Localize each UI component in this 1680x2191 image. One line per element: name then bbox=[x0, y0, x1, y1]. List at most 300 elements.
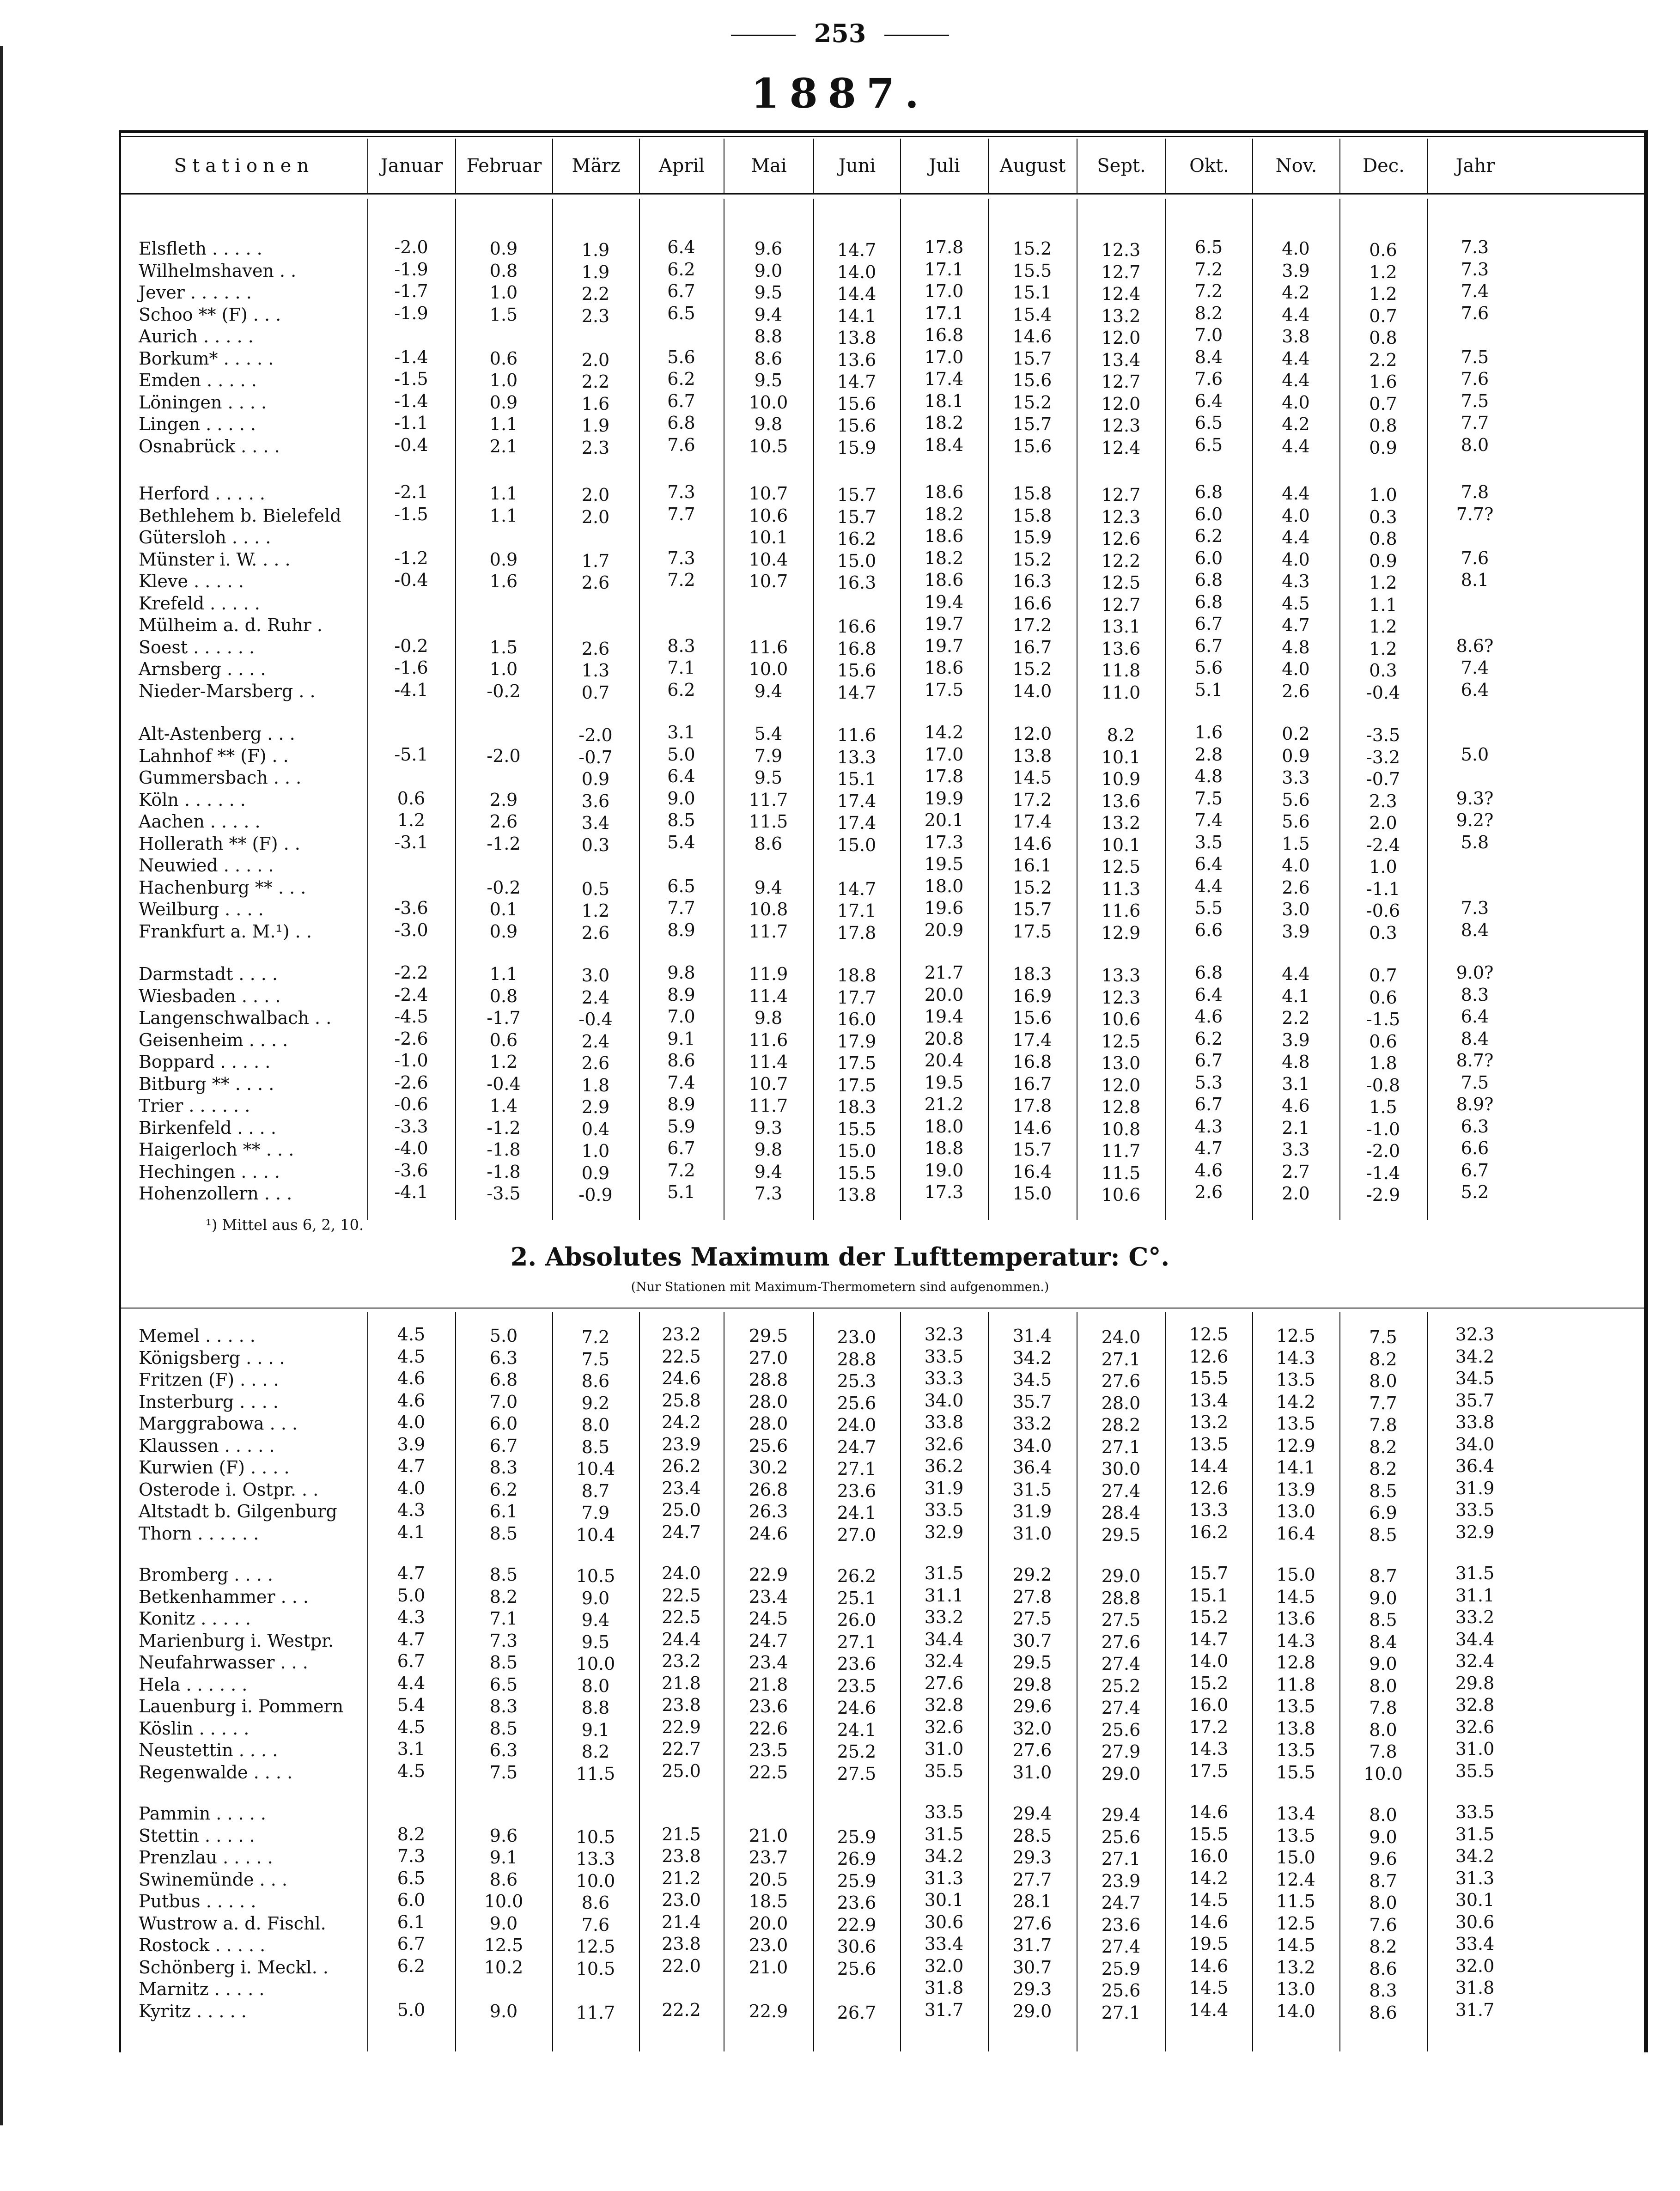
table-cell: 10.0 bbox=[576, 1870, 615, 1891]
station-name: Boppard . . . . . bbox=[139, 1052, 271, 1072]
table-cell: 9.3? bbox=[1456, 788, 1494, 809]
station-name: Hela . . . . . . bbox=[139, 1674, 248, 1695]
table-cell: 7.2 bbox=[581, 1327, 610, 1347]
table-cell: -2.2 bbox=[394, 962, 428, 983]
table-cell: 6.7 bbox=[1461, 1160, 1489, 1181]
table-cell: 8.6 bbox=[489, 1869, 518, 1890]
table-cell: 15.9 bbox=[837, 437, 877, 458]
table-cell: 22.9 bbox=[749, 2001, 788, 2021]
table-cell: 4.6 bbox=[1194, 1160, 1223, 1181]
table-cell: 22.7 bbox=[662, 1739, 701, 1759]
table-cell: 26.2 bbox=[837, 1566, 877, 1586]
table-cell: 15.1 bbox=[1189, 1585, 1229, 1606]
table-cell: -3.6 bbox=[394, 1160, 428, 1181]
table-cell: 15.1 bbox=[1012, 282, 1052, 303]
table-cell: 29.6 bbox=[1012, 1696, 1052, 1716]
table-cell: 19.4 bbox=[924, 1006, 964, 1027]
table-cell: 12.6 bbox=[1189, 1346, 1229, 1367]
table-cell: 25.9 bbox=[1101, 1958, 1141, 1979]
station-name: Birkenfeld . . . . bbox=[139, 1117, 276, 1138]
station-name: Neustettin . . . . bbox=[139, 1740, 278, 1760]
table-cell: 13.6 bbox=[837, 349, 877, 370]
table-cell: 6.2 bbox=[667, 369, 695, 389]
station-name: Hachenburg ** . . . bbox=[139, 877, 306, 898]
table-cell: 6.7 bbox=[667, 1138, 695, 1158]
table-top-rule-thin bbox=[119, 136, 1646, 137]
table-cell: -3.6 bbox=[394, 898, 428, 918]
table-cell: 33.8 bbox=[1455, 1412, 1495, 1432]
table-cell: 6.2 bbox=[1194, 1028, 1223, 1049]
table-cell: 2.0 bbox=[1369, 813, 1397, 833]
table-cell: 20.0 bbox=[924, 984, 964, 1005]
column-header: März bbox=[552, 139, 639, 193]
table-cell: 6.3 bbox=[1461, 1116, 1489, 1137]
table-cell: 10.0 bbox=[749, 659, 788, 679]
table-cell: 12.7 bbox=[1101, 262, 1141, 282]
station-name: Osnabrück . . . . bbox=[139, 436, 280, 456]
table-cell: 11.7 bbox=[1101, 1141, 1141, 1161]
table-cell: 7.8 bbox=[1369, 1415, 1397, 1435]
table-cell: 30.7 bbox=[1012, 1957, 1052, 1978]
table-cell: 23.0 bbox=[662, 1890, 701, 1910]
table-cell: 20.1 bbox=[924, 810, 964, 830]
table-cell: 21.4 bbox=[662, 1911, 701, 1932]
table-cell: 1.5 bbox=[489, 304, 518, 325]
table-cell: 1.1 bbox=[1369, 594, 1397, 615]
station-name: Langenschwalbach . . bbox=[139, 1008, 332, 1028]
table-cell: 13.3 bbox=[576, 1849, 615, 1869]
station-name: Wustrow a. d. Fischl. bbox=[139, 1913, 326, 1934]
table-cell: -1.7 bbox=[394, 281, 428, 301]
table-cell: 17.8 bbox=[924, 766, 964, 786]
station-name: Krefeld . . . . . bbox=[139, 593, 260, 614]
table-cell: 12.5 bbox=[1189, 1324, 1229, 1345]
table-cell: 14.0 bbox=[1189, 1651, 1229, 1671]
table-cell: 29.4 bbox=[1101, 1805, 1141, 1825]
table-cell: 21.7 bbox=[924, 962, 964, 983]
table-cell: 18.1 bbox=[924, 390, 964, 411]
table-cell: 6.2 bbox=[397, 1955, 426, 1976]
table-cell: 31.8 bbox=[924, 1978, 964, 1998]
table-cell: 10.1 bbox=[1101, 834, 1141, 855]
table-cell: 12.5 bbox=[1101, 1031, 1141, 1052]
table-cell: 11.5 bbox=[1276, 1891, 1315, 1911]
table-cell: 27.6 bbox=[1012, 1913, 1052, 1934]
table-cell: 2.6 bbox=[1194, 1182, 1223, 1202]
table-cell: 31.7 bbox=[1455, 1999, 1495, 2020]
table-cell: 27.6 bbox=[1101, 1631, 1141, 1652]
table-cell: 13.0 bbox=[1101, 1053, 1141, 1073]
table-cell: 13.8 bbox=[1276, 1718, 1315, 1739]
table-cell: 36.4 bbox=[1455, 1456, 1495, 1476]
station-name: Gummersbach . . . bbox=[139, 767, 302, 788]
table-cell: 23.8 bbox=[662, 1695, 701, 1715]
table-cell: 8.9 bbox=[667, 984, 695, 1005]
table-cell: 31.5 bbox=[1012, 1479, 1052, 1500]
table-cell: 6.5 bbox=[1194, 434, 1223, 455]
table-cell: 24.6 bbox=[749, 1523, 788, 1544]
table-cell: -1.5 bbox=[394, 504, 428, 524]
table-cell: 5.0 bbox=[1461, 744, 1489, 765]
table-cell: 12.7 bbox=[1101, 371, 1141, 392]
table-cell: 1.5 bbox=[489, 637, 518, 657]
table-cell: 1.0 bbox=[489, 659, 518, 679]
table-cell: 6.7 bbox=[667, 281, 695, 301]
table-cell: 34.2 bbox=[1455, 1846, 1495, 1866]
table-cell: 20.5 bbox=[749, 1869, 788, 1890]
table-cell: 14.5 bbox=[1276, 1586, 1315, 1607]
table-cell: 7.2 bbox=[1194, 259, 1223, 280]
table-cell: 33.5 bbox=[1455, 1500, 1495, 1520]
table-cell: 23.8 bbox=[662, 1846, 701, 1866]
table-cell: 10.6 bbox=[749, 505, 788, 526]
table-cell: 3.3 bbox=[1282, 767, 1310, 788]
column-header: April bbox=[639, 139, 724, 193]
table-cell: 21.0 bbox=[749, 1825, 788, 1846]
table-cell: 24.7 bbox=[1101, 1893, 1141, 1913]
table-cell: 7.5 bbox=[1461, 347, 1489, 367]
table-cell: 32.6 bbox=[924, 1716, 964, 1737]
table-cell: 28.0 bbox=[1101, 1393, 1141, 1413]
table-cell: 36.2 bbox=[924, 1456, 964, 1476]
table-cell: 5.0 bbox=[397, 1999, 426, 2020]
table-cell: 25.1 bbox=[837, 1588, 877, 1608]
table-cell: 4.4 bbox=[1282, 964, 1310, 984]
table-cell: 6.7 bbox=[489, 1435, 518, 1456]
table-cell: 24.7 bbox=[749, 1630, 788, 1651]
table-cell: 8.7 bbox=[1369, 1566, 1397, 1586]
table-cell: 12.0 bbox=[1101, 393, 1141, 414]
table-cell: 8.5 bbox=[1369, 1610, 1397, 1630]
table-cell: 23.4 bbox=[749, 1652, 788, 1673]
table-cell: 12.3 bbox=[1101, 240, 1141, 260]
table-cell: 22.5 bbox=[749, 1762, 788, 1783]
table-cell: 9.8 bbox=[754, 1139, 783, 1160]
table-cell: 3.9 bbox=[1282, 260, 1310, 281]
table-cell: 32.8 bbox=[1455, 1695, 1495, 1715]
table-cell: 18.8 bbox=[837, 965, 877, 986]
table-cell: -1.2 bbox=[487, 833, 521, 854]
table-cell: -3.0 bbox=[394, 919, 428, 940]
table-cell: 29.3 bbox=[1012, 1979, 1052, 1999]
table-cell: 4.2 bbox=[1282, 282, 1310, 303]
table-cell: 31.5 bbox=[924, 1824, 964, 1844]
table-cell: -4.0 bbox=[394, 1138, 428, 1158]
table-cell: 3.9 bbox=[1282, 921, 1310, 942]
table-cell: 1.6 bbox=[1369, 371, 1397, 392]
table-cell: 7.3 bbox=[489, 1630, 518, 1651]
table-cell: 23.7 bbox=[749, 1847, 788, 1868]
table-cell: 35.5 bbox=[1455, 1760, 1495, 1781]
table-cell: 15.0 bbox=[837, 834, 877, 855]
table-cell: 10.5 bbox=[576, 1566, 615, 1586]
table-cell: 4.7 bbox=[397, 1456, 426, 1476]
table-cell: 13.5 bbox=[1276, 1413, 1315, 1434]
table-cell: 2.6 bbox=[1282, 877, 1310, 898]
table-cell: 6.4 bbox=[1461, 679, 1489, 700]
table-cell: 7.0 bbox=[667, 1006, 695, 1027]
table-cell: -0.7 bbox=[1366, 769, 1400, 789]
table-cell: 15.5 bbox=[1189, 1368, 1229, 1388]
table-cell: 7.1 bbox=[667, 657, 695, 678]
table-cell: 26.7 bbox=[837, 2002, 877, 2023]
table-cell: 6.7 bbox=[1194, 1050, 1223, 1071]
table-cell: 26.2 bbox=[662, 1456, 701, 1476]
table-cell: 29.8 bbox=[1012, 1674, 1052, 1695]
table-cell: 1.1 bbox=[489, 483, 518, 504]
station-name: Rostock . . . . . bbox=[139, 1935, 266, 1955]
table-cell: 24.4 bbox=[662, 1629, 701, 1649]
station-name: Bromberg . . . . bbox=[139, 1564, 273, 1585]
table-cell: 14.2 bbox=[924, 722, 964, 743]
table-cell: 15.7 bbox=[1012, 1139, 1052, 1160]
table-cell: 4.5 bbox=[397, 1324, 426, 1345]
table-cell: 7.5 bbox=[489, 1762, 518, 1783]
table-cell: 23.4 bbox=[749, 1586, 788, 1607]
table-cell: 4.0 bbox=[1282, 238, 1310, 259]
table-cell: 29.3 bbox=[1012, 1847, 1052, 1868]
table-cell: 4.3 bbox=[397, 1500, 426, 1520]
table-cell: 20.0 bbox=[749, 1913, 788, 1934]
table-cell: 0.7 bbox=[1369, 305, 1397, 326]
table-cell: 6.0 bbox=[1194, 504, 1223, 524]
table-cell: 29.0 bbox=[1101, 1566, 1141, 1586]
table-cell: 7.7 bbox=[1369, 1393, 1397, 1413]
table-cell: 8.0 bbox=[581, 1675, 610, 1696]
table-cell: 23.8 bbox=[662, 1934, 701, 1954]
table-cell: 9.0 bbox=[754, 260, 783, 281]
table-cell: 15.8 bbox=[1012, 483, 1052, 504]
table-cell: 17.5 bbox=[1012, 921, 1052, 942]
table-cell: 4.5 bbox=[1282, 593, 1310, 614]
table-cell: 8.5 bbox=[667, 810, 695, 830]
table-cell: -2.9 bbox=[1366, 1185, 1400, 1205]
table-cell: 27.6 bbox=[1101, 1371, 1141, 1391]
table-cell: 9.0 bbox=[489, 2001, 518, 2021]
table-cell: 0.9 bbox=[581, 769, 610, 789]
table-cell: 11.7 bbox=[749, 789, 788, 810]
table-cell: 16.3 bbox=[1012, 571, 1052, 591]
station-name: Aachen . . . . . bbox=[139, 811, 261, 832]
table-cell: 32.4 bbox=[1455, 1651, 1495, 1671]
table-cell: 12.7 bbox=[1101, 594, 1141, 615]
footnote: ¹) Mittel aus 6, 2, 10. bbox=[206, 1216, 364, 1234]
station-name: Soest . . . . . . bbox=[139, 637, 255, 657]
table-cell: 18.0 bbox=[924, 1116, 964, 1137]
station-name: Hechingen . . . . bbox=[139, 1161, 280, 1182]
table-cell: 27.1 bbox=[1101, 1436, 1141, 1457]
station-name: Herford . . . . . bbox=[139, 483, 266, 504]
table-cell: 2.4 bbox=[581, 1031, 610, 1052]
table-cell: 23.2 bbox=[662, 1651, 701, 1671]
table-cell: 8.5 bbox=[1369, 1524, 1397, 1545]
table-cell: 1.6 bbox=[489, 571, 518, 591]
table-cell: 14.2 bbox=[1189, 1868, 1229, 1888]
table-cell: 8.1 bbox=[1461, 570, 1489, 590]
table-cell: 6.4 bbox=[1194, 854, 1223, 874]
table-cell: -1.4 bbox=[1366, 1162, 1400, 1183]
table-cell: 25.6 bbox=[1101, 1719, 1141, 1740]
table-cell: -1.5 bbox=[394, 369, 428, 389]
table-cell: 1.1 bbox=[489, 964, 518, 984]
table-cell: 15.7 bbox=[1012, 348, 1052, 369]
table-cell: 0.9 bbox=[489, 921, 518, 942]
table-cell: 13.6 bbox=[1101, 791, 1141, 811]
table-cell: 31.8 bbox=[1455, 1978, 1495, 1998]
page-number: 253 bbox=[0, 18, 1680, 48]
table-cell: 20.9 bbox=[924, 919, 964, 940]
table-cell: 15.2 bbox=[1012, 659, 1052, 679]
table-cell: 31.0 bbox=[1012, 1762, 1052, 1783]
table-cell: 12.7 bbox=[1101, 485, 1141, 505]
table-cell: 0.7 bbox=[1369, 393, 1397, 414]
table-cell: 7.3 bbox=[1461, 237, 1489, 257]
station-name: Schoo ** (F) . . . bbox=[139, 304, 281, 325]
table-cell: 0.1 bbox=[489, 899, 518, 919]
table-cell: 14.6 bbox=[1012, 1117, 1052, 1138]
table-cell: 1.9 bbox=[581, 415, 610, 436]
table-cell: 3.4 bbox=[581, 813, 610, 833]
table-cell: 10.7 bbox=[749, 1073, 788, 1094]
station-name: Osterode i. Ostpr. . . bbox=[139, 1479, 319, 1500]
table-cell: 13.2 bbox=[1189, 1412, 1229, 1432]
table-cell: 16.0 bbox=[837, 1009, 877, 1029]
table-cell: 35.7 bbox=[1012, 1391, 1052, 1412]
table-cell: 4.3 bbox=[397, 1607, 426, 1627]
table-cell: 1.9 bbox=[581, 262, 610, 282]
table-cell: 7.7? bbox=[1456, 504, 1494, 524]
table-cell: 6.9 bbox=[1369, 1503, 1397, 1523]
table-cell: 6.2 bbox=[667, 259, 695, 280]
table-cell: 13.3 bbox=[1101, 965, 1141, 986]
table-cell: 31.0 bbox=[924, 1739, 964, 1759]
table-cell: 11.9 bbox=[749, 964, 788, 984]
table-cell: 17.4 bbox=[837, 791, 877, 811]
table-cell: 8.6 bbox=[1369, 1958, 1397, 1979]
table-cell: 8.3 bbox=[1461, 984, 1489, 1005]
table-cell: 28.4 bbox=[1101, 1503, 1141, 1523]
table-cell: 8.2 bbox=[581, 1741, 610, 1762]
table-cell: -2.6 bbox=[394, 1028, 428, 1049]
table-cell: 17.4 bbox=[1012, 1029, 1052, 1050]
station-name: Klaussen . . . . . bbox=[139, 1435, 275, 1456]
table-cell: 1.2 bbox=[1369, 616, 1397, 637]
table-cell: 6.1 bbox=[397, 1911, 426, 1932]
table-cell: 14.7 bbox=[837, 371, 877, 392]
table-cell: 31.3 bbox=[924, 1868, 964, 1888]
table-cell: 24.7 bbox=[662, 1522, 701, 1542]
table-cell: 17.0 bbox=[924, 347, 964, 367]
table-cell: 17.1 bbox=[837, 901, 877, 921]
table-cell: 14.3 bbox=[1276, 1630, 1315, 1651]
table-cell: 16.0 bbox=[1189, 1846, 1229, 1866]
column-header: Okt. bbox=[1165, 139, 1252, 193]
table-cell: 25.0 bbox=[662, 1500, 701, 1520]
table-cell: 7.4 bbox=[1461, 657, 1489, 678]
table-header-rule bbox=[119, 193, 1646, 195]
table-cell: 4.3 bbox=[1282, 571, 1310, 591]
table-cell: 13.4 bbox=[1189, 1390, 1229, 1411]
table-cell: 15.4 bbox=[1012, 304, 1052, 325]
station-name: Haigerloch ** . . . bbox=[139, 1139, 294, 1160]
table-cell: 4.5 bbox=[397, 1716, 426, 1737]
table-cell: 0.8 bbox=[1369, 529, 1397, 549]
table-cell: 12.8 bbox=[1276, 1652, 1315, 1673]
table-cell: 12.5 bbox=[1101, 857, 1141, 877]
table-cell: 15.2 bbox=[1189, 1607, 1229, 1627]
table-cell: 8.3 bbox=[1369, 1980, 1397, 2001]
table-cell: 10.4 bbox=[576, 1459, 615, 1479]
table-cell: 12.6 bbox=[1189, 1478, 1229, 1498]
table-cell: 7.1 bbox=[489, 1608, 518, 1629]
table-cell: 3.1 bbox=[397, 1739, 426, 1759]
table-cell: 12.9 bbox=[1276, 1435, 1315, 1456]
table-cell: 6.5 bbox=[1194, 237, 1223, 257]
station-name: Kleve . . . . . bbox=[139, 571, 244, 591]
column-header: August bbox=[988, 139, 1077, 193]
table-cell: 19.5 bbox=[924, 1072, 964, 1093]
table-cell: 16.7 bbox=[1012, 637, 1052, 657]
table-cell: 11.7 bbox=[749, 1096, 788, 1116]
table-cell: 18.6 bbox=[924, 526, 964, 546]
table-cell: 4.6 bbox=[1194, 1006, 1223, 1027]
table-cell: 7.5 bbox=[1194, 788, 1223, 809]
table-cell: 3.0 bbox=[581, 965, 610, 986]
table-cell: 14.6 bbox=[1012, 833, 1052, 854]
table-cell: 32.0 bbox=[1012, 1718, 1052, 1739]
table-cell: 27.8 bbox=[1012, 1586, 1052, 1607]
table-cell: 3.9 bbox=[397, 1434, 426, 1455]
table-cell: -1.1 bbox=[1366, 878, 1400, 899]
table-cell: 0.9 bbox=[581, 1162, 610, 1183]
table-cell: 0.6 bbox=[489, 1029, 518, 1050]
table-cell: 2.0 bbox=[1282, 1183, 1310, 1204]
table-cell: 34.0 bbox=[1012, 1435, 1052, 1456]
table-cell: 4.4 bbox=[397, 1673, 426, 1693]
table-cell: 31.4 bbox=[1012, 1326, 1052, 1346]
table-cell: 18.3 bbox=[1012, 964, 1052, 984]
table-cell: 12.4 bbox=[1101, 437, 1141, 458]
table-cell: 32.9 bbox=[1455, 1522, 1495, 1542]
table-cell: 4.6 bbox=[397, 1368, 426, 1388]
table-cell: 6.8 bbox=[1194, 570, 1223, 590]
table-cell: 6.5 bbox=[667, 876, 695, 896]
table-cell: 7.3 bbox=[1461, 898, 1489, 918]
table-cell: 9.0 bbox=[1369, 1654, 1397, 1674]
table-cell: 9.0 bbox=[489, 1913, 518, 1934]
station-name: Löningen . . . . bbox=[139, 392, 267, 413]
table-cell: 22.5 bbox=[662, 1585, 701, 1606]
table-cell: 8.4 bbox=[1461, 919, 1489, 940]
table-cell: -2.0 bbox=[394, 237, 428, 257]
table-cell: 33.2 bbox=[1455, 1607, 1495, 1627]
table-cell: 5.0 bbox=[489, 1326, 518, 1346]
table-cell: 12.3 bbox=[1101, 415, 1141, 436]
table-cell: 22.9 bbox=[837, 1914, 877, 1935]
table-cell: 15.0 bbox=[837, 1141, 877, 1161]
table-cell: 14.7 bbox=[1189, 1629, 1229, 1649]
table-cell: 17.5 bbox=[837, 1053, 877, 1073]
station-name: Betkenhammer . . . bbox=[139, 1586, 309, 1607]
table-cell: 28.8 bbox=[837, 1349, 877, 1369]
table-cell: 8.4 bbox=[1369, 1631, 1397, 1652]
table-cell: 2.6 bbox=[581, 572, 610, 593]
table-cell: 15.2 bbox=[1189, 1673, 1229, 1693]
table-cell: 11.5 bbox=[749, 811, 788, 832]
table-cell: 25.6 bbox=[837, 1958, 877, 1979]
table-cell: 14.5 bbox=[1189, 1890, 1229, 1910]
table-cell: 6.3 bbox=[489, 1347, 518, 1368]
